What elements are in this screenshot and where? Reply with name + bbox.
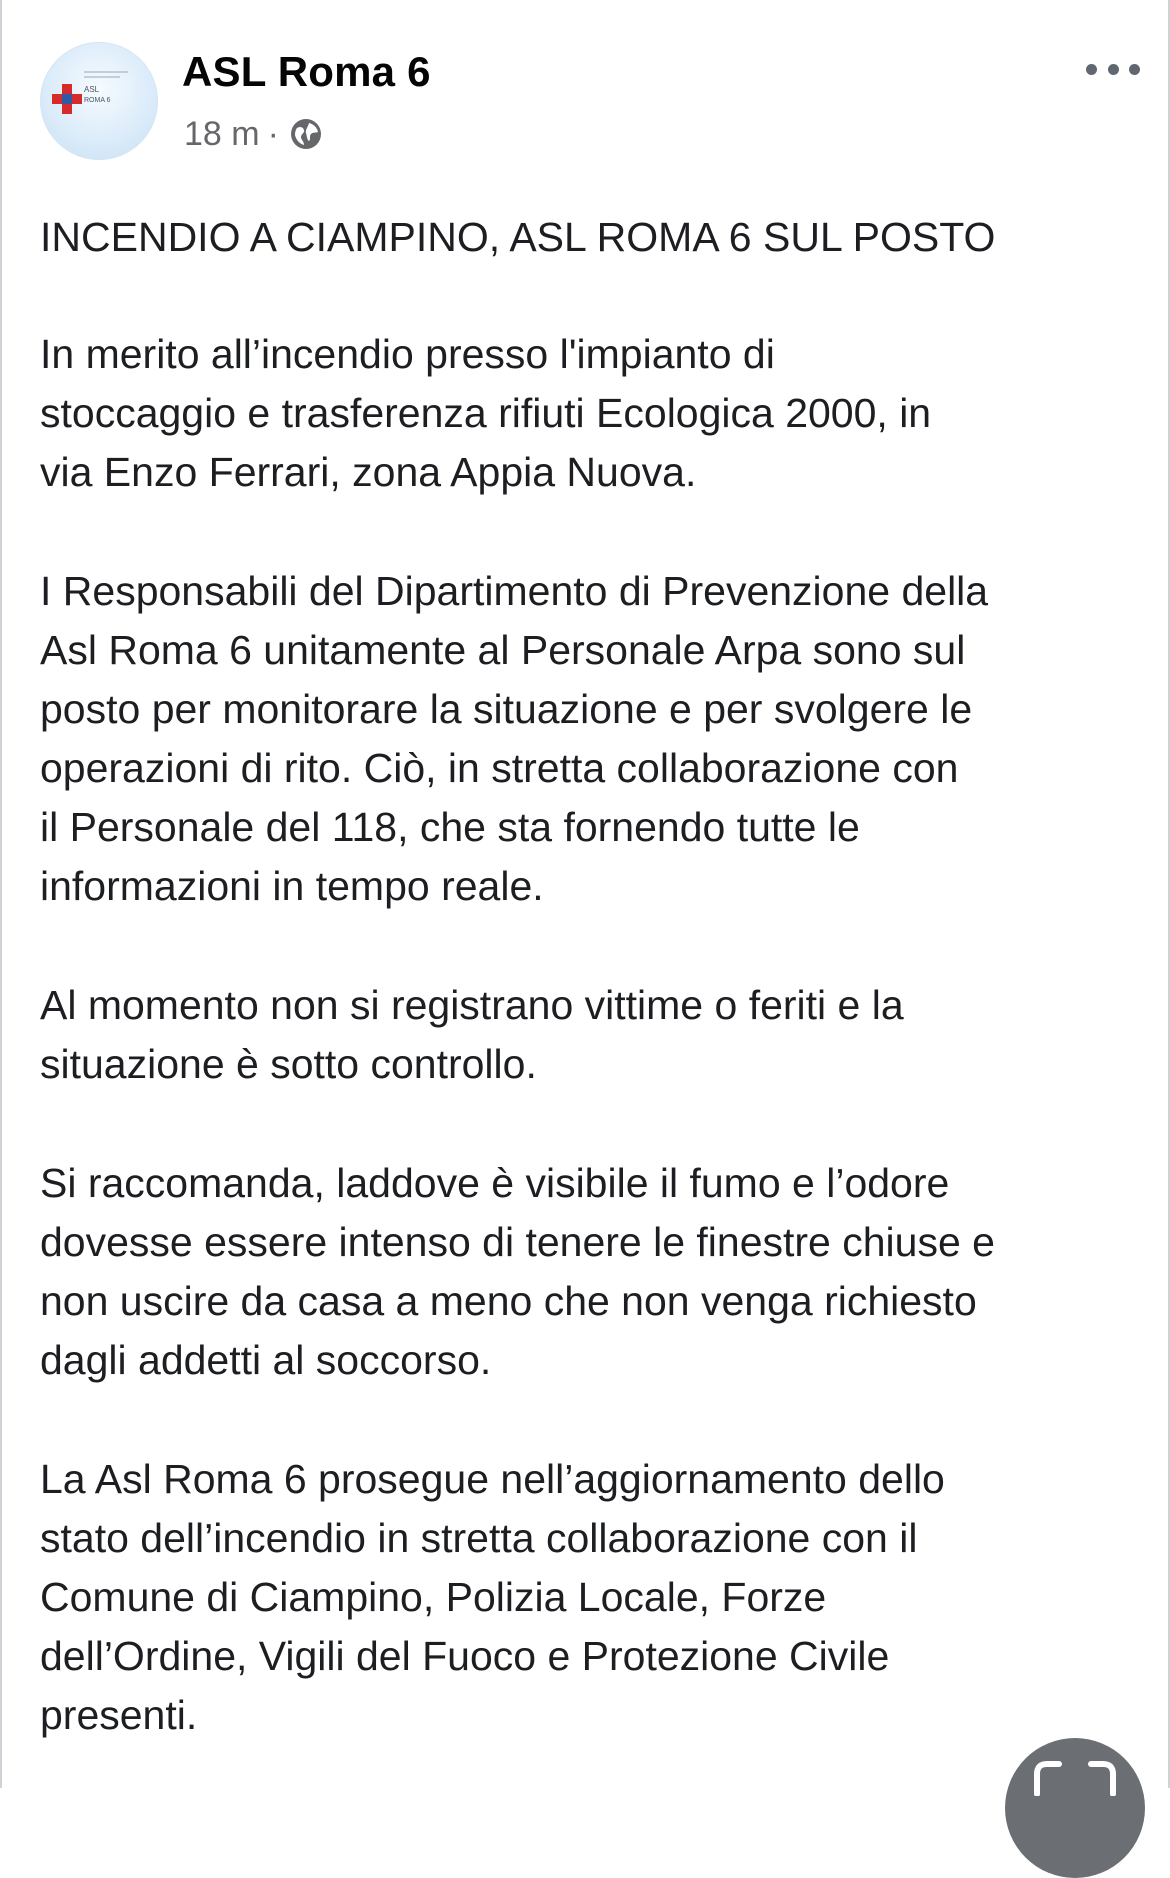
post-paragraph: In merito all’incendio presso l'impianto di stoccaggio e trasferenza rifiuti Ecologica 2000, in via Enzo Ferrari, zona Appia Nuova. bbox=[40, 331, 932, 495]
more-horizontal-icon-dot bbox=[1108, 64, 1119, 75]
logo-line1: ASL bbox=[84, 85, 100, 94]
avatar[interactable] bbox=[40, 42, 158, 160]
globe-icon bbox=[289, 117, 323, 151]
post-title: INCENDIO A CIAMPINO, ASL ROMA 6 SUL POSTO bbox=[40, 214, 996, 260]
post-paragraph: Al momento non si registrano vittime o feriti e la situazione è sotto controllo. bbox=[40, 982, 904, 1087]
meta-separator: · bbox=[267, 114, 279, 153]
post-meta bbox=[184, 112, 323, 156]
post-header bbox=[40, 42, 1140, 172]
timestamp[interactable]: 18 m bbox=[184, 114, 260, 153]
screenshot-capture-button[interactable] bbox=[1005, 1738, 1145, 1878]
post-paragraph: Si raccomanda, laddove è visibile il fumo e l’odore dovesse essere intenso di tenere le finestre chiuse e non uscire da casa a meno che non venga richiesto dagli addetti al soccorso. bbox=[40, 1160, 995, 1383]
page-name[interactable]: ASL Roma 6 bbox=[182, 48, 431, 95]
asl-logo-icon bbox=[40, 42, 158, 160]
post-paragraph: La Asl Roma 6 prosegue nell’aggiornamento dello stato dell’incendio in stretta collaborazione con il Comune di Ciampino, Polizia Locale, Forze dell’Ordine, Vigili del Fuoco e Protezione Civile presenti. bbox=[40, 1456, 945, 1738]
more-horizontal-icon-dot bbox=[1086, 64, 1097, 75]
post-paragraph: I Responsabili del Dipartimento di Prevenzione della Asl Roma 6 unitamente al Personale Arpa sono sul posto per monitorare la situazione e per svolgere le operazioni di rito. Ciò, in stretta collaborazione con il Personale del 118, che sta fornendo tutte le informazioni in tempo reale. bbox=[40, 568, 989, 909]
post-body bbox=[40, 208, 1150, 1805]
logo-line2: ROMA 6 bbox=[84, 97, 111, 104]
screenshot-capture-icon bbox=[1033, 1760, 1117, 1796]
more-horizontal-icon-dot bbox=[1129, 64, 1140, 75]
more-options-button[interactable] bbox=[1086, 54, 1140, 84]
